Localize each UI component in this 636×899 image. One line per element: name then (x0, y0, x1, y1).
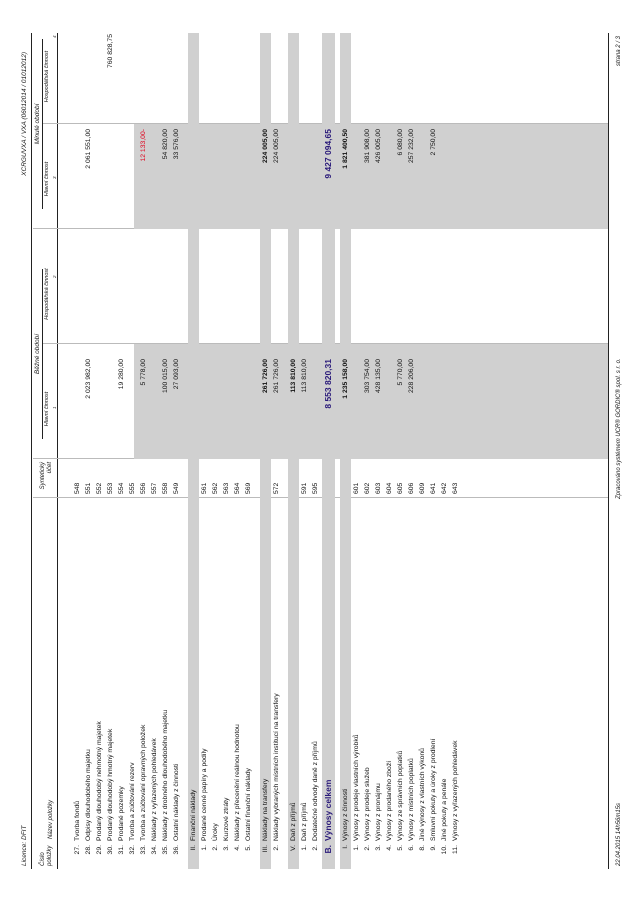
table-row: 30. Prodaný dlouhodobý hmotný majetek 553 760 828,75 (107, 34, 114, 855)
column-header-nazev: Název položky (48, 799, 54, 839)
top-rule (31, 33, 32, 869)
footer-timestamp: 22.04.2015 14h56m15s (616, 802, 622, 866)
table-row: 9. Smluvní pokuty a úroky z prodlení 641 2 750,00 (430, 129, 437, 851)
table-row: 11. Výnosy z vyřazených pohledávek 643 (452, 482, 459, 854)
total-row-vynosy-celkem: B. Výnosy celkem 8 553 820,31 9 427 094,65 (322, 33, 335, 869)
footer-processed-by: Zpracováno systémem UCR® GORDIC® spol. s r. o. (616, 358, 622, 499)
section-row: III. Náklady na transfery 261 726,00 224 005,00 (260, 33, 271, 869)
table-row: 3. Kurzové ztráty 563 (223, 482, 230, 851)
column-header-synteticky-ucet: Syntetický účet (40, 462, 53, 490)
report-code: XCRGUVXA / VXA (06012014 / 01012012) (21, 52, 28, 176)
subheader-hlavni-2: Hlavní činnost (44, 161, 50, 197)
colnum-1: 1 (52, 406, 57, 409)
bottom-rule (608, 33, 609, 869)
table-row: 4. Výnosy z prodaného zboží 604 (386, 482, 393, 851)
header-bottom-rule (57, 33, 58, 869)
table-row: 36. Ostatní náklady z činnosti 549 27 093,00 33 576,00 (173, 129, 180, 855)
table-row: 2. Úroky 562 (212, 482, 219, 851)
colnum-4: 4 (52, 35, 57, 38)
section-row: I. Výnosy z činnosti 1 235 158,00 1 821 400,50 (340, 33, 351, 869)
subheader-hlavni-1: Hlavní činnost (44, 391, 50, 427)
table-row: 33. Tvorba a zúčtování opravných položek 556 5 778,00 12 133,00- (140, 129, 147, 855)
table-row: 3. Výnosy z pronájmu 603 428 135,00 426 005,00 (375, 129, 382, 851)
subheader-hospodarska-1: Hospodářská činnost (44, 268, 50, 320)
table-row: 1. Prodané cenné papíry a podíly 561 (201, 482, 208, 851)
column-header-cislo: Číslo položky (40, 845, 53, 866)
table-row: 4. Náklady z přecenění reálnou hodnotou 564 (234, 482, 241, 851)
section-row: II. Finanční náklady (188, 33, 199, 869)
table-row: 28. Odpisy dlouhodobého majetku 551 2 023 982,00 2 061 551,00 (85, 129, 92, 855)
table-row: 10. Jiné pokuty a penále 642 (441, 482, 448, 855)
table-row (461, 33, 472, 869)
group-header-minule-obdobi: Minulé období (33, 39, 43, 209)
footer-page-number: strana 2 / 3 (616, 36, 622, 67)
table-row: 34. Náklady z vyřazených pohledávek 557 (151, 482, 158, 855)
table-row: 1. Výnosy z prodeje vlastních výrobků 601 (353, 482, 360, 851)
colnum-3: 3 (52, 176, 57, 179)
table-row: 1. Daň z příjmů 591 113 810,00 (301, 359, 308, 851)
table-row: 31. Prodané pozemky 554 19 280,00 (118, 359, 125, 855)
table-row: 2. Dodatečné odvody daně z příjmů 595 (312, 482, 319, 851)
table-row: 5. Ostatní finanční náklady 569 (245, 482, 252, 851)
table-row: 29. Prodaný dlouhodobý nehmotný majetek 552 (96, 482, 103, 855)
table-row: 32. Tvorba a zúčtování rezerv 555 (129, 482, 136, 855)
licence-label: Licence: DFIT (21, 825, 28, 866)
subheader-hospodarska-2: Hospodářská činnost (44, 50, 50, 103)
table-row: 5. Výnosy ze správních poplatků 605 5 770,00 6 080,00 (397, 129, 404, 851)
section-row: V. Daň z příjmů 113 810,00 (288, 33, 299, 869)
table-row: 2. Náklady vybraných místních institucí na transfery 572 261 726,00 224 005,00 (273, 129, 280, 851)
table-row: 8. Jiné výnosy z vlastních výkonů 609 (419, 482, 426, 851)
colnum-2: 2 (52, 275, 57, 278)
table-row: 27. Tvorba fondů 548 (74, 482, 81, 855)
table-row: 35. Náklady z drobného dlouhodobého majetku 558 100 015,00 54 820,00 (162, 129, 169, 855)
group-header-bezne-obdobi: Běžné období (33, 269, 43, 439)
table-row: 2. Výnosy z prodeje služeb 602 303 754,00 381 908,00 (364, 129, 371, 851)
table-row: 6. Výnosy z místních poplatků 606 228 206,00 257 232,00 (408, 129, 415, 851)
